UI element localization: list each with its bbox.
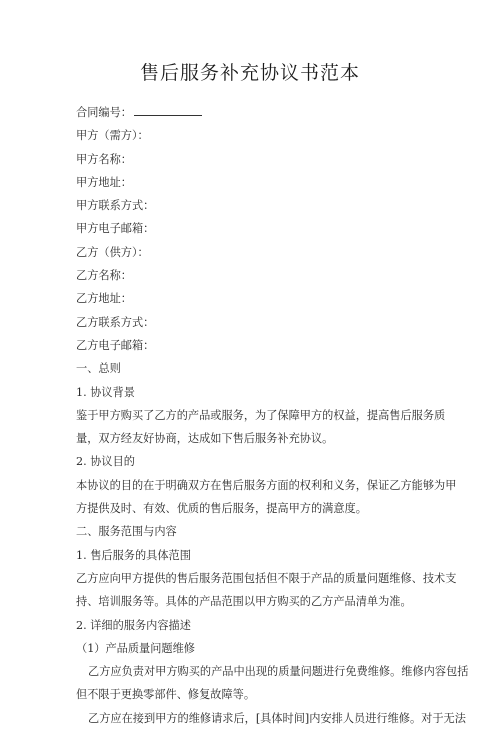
document-line-text: 乙方（供方）：: [76, 245, 149, 259]
document-line-text: 甲方电子邮箱：: [76, 222, 155, 236]
document-line-text: 一、总则: [76, 362, 121, 376]
document-line: [76, 264, 428, 287]
document-line-text: 1. 售后服务的具体范围: [76, 548, 191, 562]
document-line: [76, 404, 446, 427]
document-line: [76, 148, 428, 171]
document-line-text: 本协议的目的在于明确双方在售后服务方面的权利和义务，保证乙方能够为甲: [76, 478, 457, 492]
document-line-text: 乙方名称：: [76, 269, 132, 283]
document-line: [76, 567, 457, 590]
document-line-text: 鉴于甲方购买了乙方的产品或服务，为了保障甲方的权益，提高售后服务质: [76, 408, 446, 422]
document-line: [76, 311, 428, 334]
document-line: [76, 124, 428, 147]
document-line-text: 二、服务范围与内容: [76, 525, 177, 539]
document-line-text: 乙方应向甲方提供的售后服务范围包括但不限于产品的质量问题维修、技术支: [76, 571, 457, 585]
document-line-text: 合同编号：: [76, 106, 132, 119]
document-line: [76, 590, 428, 613]
document-line-text: 乙方应负责对甲方购买的产品中出现的质量问题进行免费维修。维修内容包括: [88, 665, 469, 679]
document-line-text: （1）产品质量问题维修: [76, 641, 195, 655]
document-line-text: 方提供及时、有效、优质的售后服务，提高甲方的满意度。: [76, 502, 367, 516]
document-line: [76, 334, 428, 357]
document-line: [76, 194, 428, 217]
document-line: [76, 614, 428, 637]
document-line-text: 乙方应在接到甲方的维修请求后，[具体时间]内安排人员进行维修。对于无法: [88, 711, 466, 725]
document-line-text: 1. 协议背景: [76, 385, 135, 399]
document-line-text: 甲方联系方式：: [76, 199, 155, 213]
document-title: 售后服务补充协议书范本: [139, 62, 360, 84]
contract-number-blank: [134, 102, 202, 116]
document-line-text: 甲方名称：: [76, 152, 132, 166]
document-line: [76, 683, 428, 706]
document-line: [76, 381, 428, 404]
document-line: [76, 101, 428, 124]
document-line: [76, 637, 428, 660]
document-line-text: 乙方联系方式：: [76, 315, 155, 329]
document-line: [76, 660, 469, 683]
document-line: [76, 217, 428, 240]
document-line: [76, 427, 428, 450]
document-line-text: 量，双方经友好协商，达成如下售后服务补充协议。: [76, 432, 334, 446]
document-line-text: 甲方地址：: [76, 175, 132, 189]
document-line: [76, 520, 428, 543]
document-line-text: 乙方地址：: [76, 292, 132, 306]
document-line-text: 乙方电子邮箱：: [76, 338, 155, 352]
document-line: [76, 474, 457, 497]
document-line: [76, 707, 466, 730]
document-line-text: 甲方（需方）：: [76, 129, 149, 143]
document-line-text: 持、培训服务等。具体的产品范围以甲方购买的乙方产品清单为准。: [76, 595, 412, 609]
document-body: [76, 101, 469, 730]
document-line: [76, 497, 428, 520]
document-line-text: 2. 详细的服务内容描述: [76, 618, 191, 632]
document-line-text: 2. 协议目的: [76, 455, 135, 469]
document-line: [76, 287, 428, 310]
document-line: [76, 450, 428, 473]
document-line-text: 但不限于更换零部件、修复故障等。: [76, 688, 256, 702]
document-line: [76, 357, 428, 380]
document-line: [76, 171, 428, 194]
document-line: [76, 241, 428, 264]
document-line: [76, 544, 428, 567]
